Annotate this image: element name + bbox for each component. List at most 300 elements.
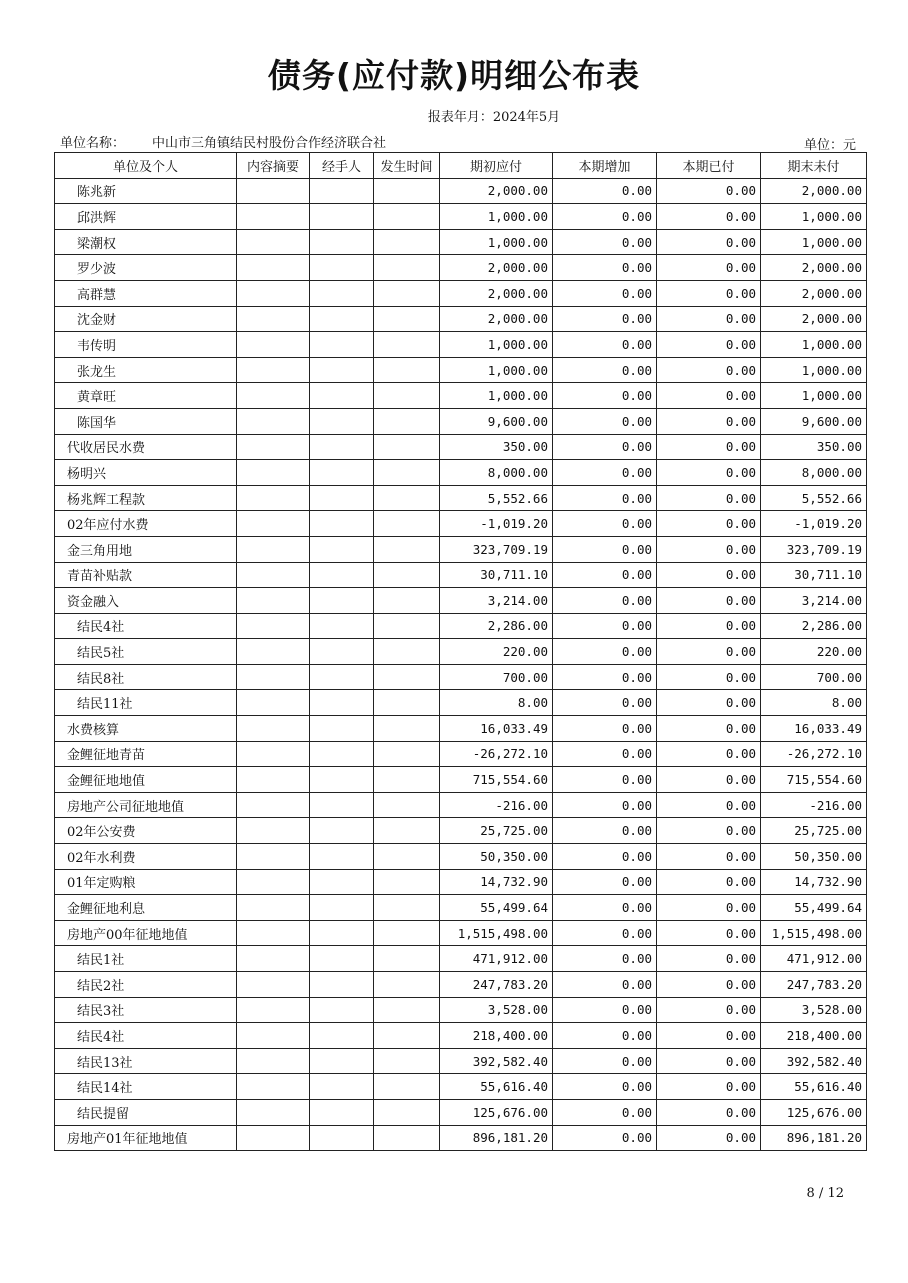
summary-cell	[237, 408, 310, 434]
paid-cell: 0.00	[657, 332, 761, 358]
opening-cell: 323,709.19	[440, 536, 553, 562]
opening-cell: 3,214.00	[440, 588, 553, 614]
summary-cell	[237, 997, 310, 1023]
date-cell	[374, 460, 440, 486]
paid-cell: 0.00	[657, 408, 761, 434]
name-cell: 韦传明	[55, 332, 237, 358]
date-cell	[374, 434, 440, 460]
increase-cell: 0.00	[553, 588, 657, 614]
name-cell: 金鲤征地地值	[55, 767, 237, 793]
summary-cell	[237, 280, 310, 306]
paid-cell: 0.00	[657, 818, 761, 844]
opening-cell: -1,019.20	[440, 511, 553, 537]
closing-cell: 700.00	[761, 664, 867, 690]
name-cell: 梁潮权	[55, 229, 237, 255]
name-cell: 02年水利费	[55, 844, 237, 870]
header-increase: 本期增加	[553, 153, 657, 179]
table-row	[55, 460, 867, 486]
date-cell	[374, 408, 440, 434]
handler-cell	[310, 792, 374, 818]
increase-cell: 0.00	[553, 664, 657, 690]
paid-cell: 0.00	[657, 178, 761, 204]
increase-cell: 0.00	[553, 562, 657, 588]
date-cell	[374, 306, 440, 332]
handler-cell	[310, 229, 374, 255]
table-row	[55, 767, 867, 793]
increase-cell: 0.00	[553, 280, 657, 306]
closing-cell: 247,783.20	[761, 972, 867, 998]
debt-detail-table	[54, 152, 867, 1151]
opening-cell: 700.00	[440, 664, 553, 690]
handler-cell	[310, 255, 374, 281]
name-cell: 罗少波	[55, 255, 237, 281]
paid-cell: 0.00	[657, 485, 761, 511]
closing-cell: 16,033.49	[761, 716, 867, 742]
closing-cell: 8,000.00	[761, 460, 867, 486]
increase-cell: 0.00	[553, 639, 657, 665]
handler-cell	[310, 664, 374, 690]
name-cell: 结民4社	[55, 613, 237, 639]
increase-cell: 0.00	[553, 1099, 657, 1125]
opening-cell: 350.00	[440, 434, 553, 460]
summary-cell	[237, 920, 310, 946]
opening-cell: 1,000.00	[440, 332, 553, 358]
name-cell: 01年定购粮	[55, 869, 237, 895]
summary-cell	[237, 306, 310, 332]
closing-cell: 1,000.00	[761, 357, 867, 383]
date-cell	[374, 511, 440, 537]
closing-cell: 55,616.40	[761, 1074, 867, 1100]
opening-cell: 14,732.90	[440, 869, 553, 895]
summary-cell	[237, 1048, 310, 1074]
table-row	[55, 895, 867, 921]
opening-cell: 2,000.00	[440, 255, 553, 281]
table-row	[55, 792, 867, 818]
closing-cell: 715,554.60	[761, 767, 867, 793]
opening-cell: 55,616.40	[440, 1074, 553, 1100]
name-cell: 结民1社	[55, 946, 237, 972]
date-cell	[374, 664, 440, 690]
increase-cell: 0.00	[553, 844, 657, 870]
date-cell	[374, 818, 440, 844]
opening-cell: 2,000.00	[440, 178, 553, 204]
increase-cell: 0.00	[553, 536, 657, 562]
increase-cell: 0.00	[553, 485, 657, 511]
unit-name-label: 单位名称：	[60, 136, 126, 151]
closing-cell: 55,499.64	[761, 895, 867, 921]
paid-cell: 0.00	[657, 997, 761, 1023]
summary-cell	[237, 972, 310, 998]
date-cell	[374, 485, 440, 511]
handler-cell	[310, 920, 374, 946]
paid-cell: 0.00	[657, 716, 761, 742]
increase-cell: 0.00	[553, 255, 657, 281]
table-row	[55, 536, 867, 562]
increase-cell: 0.00	[553, 383, 657, 409]
increase-cell: 0.00	[553, 357, 657, 383]
table-row	[55, 1099, 867, 1125]
paid-cell: 0.00	[657, 383, 761, 409]
opening-cell: 715,554.60	[440, 767, 553, 793]
increase-cell: 0.00	[553, 895, 657, 921]
summary-cell	[237, 332, 310, 358]
increase-cell: 0.00	[553, 511, 657, 537]
opening-cell: 125,676.00	[440, 1099, 553, 1125]
paid-cell: 0.00	[657, 690, 761, 716]
table-row	[55, 434, 867, 460]
summary-cell	[237, 716, 310, 742]
opening-cell: 25,725.00	[440, 818, 553, 844]
closing-cell: 471,912.00	[761, 946, 867, 972]
opening-cell: 50,350.00	[440, 844, 553, 870]
increase-cell: 0.00	[553, 716, 657, 742]
table-row	[55, 485, 867, 511]
date-cell	[374, 767, 440, 793]
table-row	[55, 1048, 867, 1074]
date-cell	[374, 613, 440, 639]
name-cell: 邱洪辉	[55, 204, 237, 230]
name-cell: 02年应付水费	[55, 511, 237, 537]
name-cell: 结民4社	[55, 1023, 237, 1049]
paid-cell: 0.00	[657, 664, 761, 690]
date-cell	[374, 972, 440, 998]
table-row	[55, 741, 867, 767]
name-cell: 资金融入	[55, 588, 237, 614]
closing-cell: 1,000.00	[761, 204, 867, 230]
report-period: 报表年月：2024年5月	[427, 110, 561, 125]
table-header-row	[55, 153, 867, 179]
paid-cell: 0.00	[657, 972, 761, 998]
increase-cell: 0.00	[553, 204, 657, 230]
date-cell	[374, 869, 440, 895]
paid-cell: 0.00	[657, 639, 761, 665]
summary-cell	[237, 255, 310, 281]
paid-cell: 0.00	[657, 920, 761, 946]
table-row	[55, 869, 867, 895]
opening-cell: 30,711.10	[440, 562, 553, 588]
name-cell: 金鲤征地青苗	[55, 741, 237, 767]
paid-cell: 0.00	[657, 562, 761, 588]
summary-cell	[237, 690, 310, 716]
closing-cell: 2,000.00	[761, 306, 867, 332]
increase-cell: 0.00	[553, 434, 657, 460]
paid-cell: 0.00	[657, 306, 761, 332]
summary-cell	[237, 204, 310, 230]
summary-cell	[237, 844, 310, 870]
table-row	[55, 383, 867, 409]
closing-cell: 3,214.00	[761, 588, 867, 614]
name-cell: 杨明兴	[55, 460, 237, 486]
closing-cell: 220.00	[761, 639, 867, 665]
table-row	[55, 562, 867, 588]
closing-cell: 8.00	[761, 690, 867, 716]
summary-cell	[237, 664, 310, 690]
closing-cell: 392,582.40	[761, 1048, 867, 1074]
closing-cell: 1,000.00	[761, 332, 867, 358]
paid-cell: 0.00	[657, 460, 761, 486]
closing-cell: 9,600.00	[761, 408, 867, 434]
date-cell	[374, 383, 440, 409]
handler-cell	[310, 1074, 374, 1100]
handler-cell	[310, 178, 374, 204]
header-paid: 本期已付	[657, 153, 761, 179]
handler-cell	[310, 332, 374, 358]
opening-cell: 471,912.00	[440, 946, 553, 972]
table-row	[55, 1023, 867, 1049]
table-row	[55, 306, 867, 332]
name-cell: 陈兆新	[55, 178, 237, 204]
paid-cell: 0.00	[657, 1125, 761, 1151]
name-cell: 结民3社	[55, 997, 237, 1023]
summary-cell	[237, 588, 310, 614]
name-cell: 陈国华	[55, 408, 237, 434]
handler-cell	[310, 1125, 374, 1151]
header-handler: 经手人	[310, 153, 374, 179]
name-cell: 房地产公司征地地值	[55, 792, 237, 818]
handler-cell	[310, 844, 374, 870]
handler-cell	[310, 306, 374, 332]
summary-cell	[237, 869, 310, 895]
date-cell	[374, 792, 440, 818]
closing-cell: 14,732.90	[761, 869, 867, 895]
closing-cell: -216.00	[761, 792, 867, 818]
date-cell	[374, 536, 440, 562]
table-row	[55, 844, 867, 870]
summary-cell	[237, 818, 310, 844]
handler-cell	[310, 972, 374, 998]
table-row	[55, 1125, 867, 1151]
increase-cell: 0.00	[553, 946, 657, 972]
table-row	[55, 280, 867, 306]
table-row	[55, 255, 867, 281]
closing-cell: 25,725.00	[761, 818, 867, 844]
closing-cell: 50,350.00	[761, 844, 867, 870]
table-row	[55, 204, 867, 230]
handler-cell	[310, 357, 374, 383]
paid-cell: 0.00	[657, 511, 761, 537]
name-cell: 结民13社	[55, 1048, 237, 1074]
paid-cell: 0.00	[657, 536, 761, 562]
unit-name-value: 中山市三角镇结民村股份合作经济联合社	[152, 136, 387, 151]
currency-unit: 单位：元	[803, 138, 856, 153]
summary-cell	[237, 511, 310, 537]
name-cell: 房地产00年征地地值	[55, 920, 237, 946]
date-cell	[374, 895, 440, 921]
handler-cell	[310, 613, 374, 639]
paid-cell: 0.00	[657, 895, 761, 921]
page-number: 8 / 12	[806, 1186, 844, 1201]
handler-cell	[310, 588, 374, 614]
summary-cell	[237, 434, 310, 460]
increase-cell: 0.00	[553, 332, 657, 358]
handler-cell	[310, 485, 374, 511]
name-cell: 结民8社	[55, 664, 237, 690]
date-cell	[374, 1099, 440, 1125]
handler-cell	[310, 741, 374, 767]
date-cell	[374, 357, 440, 383]
opening-cell: 55,499.64	[440, 895, 553, 921]
opening-cell: 896,181.20	[440, 1125, 553, 1151]
name-cell: 结民5社	[55, 639, 237, 665]
closing-cell: 125,676.00	[761, 1099, 867, 1125]
date-cell	[374, 562, 440, 588]
paid-cell: 0.00	[657, 613, 761, 639]
handler-cell	[310, 1099, 374, 1125]
name-cell: 杨兆辉工程款	[55, 485, 237, 511]
handler-cell	[310, 536, 374, 562]
closing-cell: 896,181.20	[761, 1125, 867, 1151]
handler-cell	[310, 767, 374, 793]
date-cell	[374, 997, 440, 1023]
summary-cell	[237, 536, 310, 562]
handler-cell	[310, 997, 374, 1023]
summary-cell	[237, 741, 310, 767]
handler-cell	[310, 946, 374, 972]
opening-cell: 9,600.00	[440, 408, 553, 434]
paid-cell: 0.00	[657, 1099, 761, 1125]
header-summary: 内容摘要	[237, 153, 310, 179]
paid-cell: 0.00	[657, 229, 761, 255]
handler-cell	[310, 1048, 374, 1074]
summary-cell	[237, 1125, 310, 1151]
date-cell	[374, 716, 440, 742]
increase-cell: 0.00	[553, 613, 657, 639]
date-cell	[374, 1048, 440, 1074]
increase-cell: 0.00	[553, 920, 657, 946]
increase-cell: 0.00	[553, 178, 657, 204]
table-row	[55, 716, 867, 742]
table-row	[55, 1074, 867, 1100]
increase-cell: 0.00	[553, 408, 657, 434]
paid-cell: 0.00	[657, 767, 761, 793]
opening-cell: 220.00	[440, 639, 553, 665]
closing-cell: 2,000.00	[761, 280, 867, 306]
opening-cell: 392,582.40	[440, 1048, 553, 1074]
handler-cell	[310, 716, 374, 742]
paid-cell: 0.00	[657, 434, 761, 460]
page-title: 债务(应付款)明细公布表	[267, 56, 641, 95]
unit-name-line	[60, 132, 386, 151]
opening-cell: -216.00	[440, 792, 553, 818]
table-row	[55, 997, 867, 1023]
closing-cell: 5,552.66	[761, 485, 867, 511]
summary-cell	[237, 460, 310, 486]
paid-cell: 0.00	[657, 1023, 761, 1049]
increase-cell: 0.00	[553, 690, 657, 716]
table-row	[55, 946, 867, 972]
closing-cell: 3,528.00	[761, 997, 867, 1023]
increase-cell: 0.00	[553, 1074, 657, 1100]
handler-cell	[310, 460, 374, 486]
closing-cell: 2,286.00	[761, 613, 867, 639]
paid-cell: 0.00	[657, 1048, 761, 1074]
closing-cell: -26,272.10	[761, 741, 867, 767]
handler-cell	[310, 562, 374, 588]
handler-cell	[310, 280, 374, 306]
summary-cell	[237, 792, 310, 818]
opening-cell: 1,515,498.00	[440, 920, 553, 946]
date-cell	[374, 178, 440, 204]
opening-cell: 16,033.49	[440, 716, 553, 742]
increase-cell: 0.00	[553, 869, 657, 895]
table-row	[55, 588, 867, 614]
table-row	[55, 408, 867, 434]
opening-cell: 2,000.00	[440, 306, 553, 332]
name-cell: 沈金财	[55, 306, 237, 332]
paid-cell: 0.00	[657, 741, 761, 767]
summary-cell	[237, 383, 310, 409]
name-cell: 结民14社	[55, 1074, 237, 1100]
closing-cell: 2,000.00	[761, 178, 867, 204]
name-cell: 02年公安费	[55, 818, 237, 844]
name-cell: 房地产01年征地地值	[55, 1125, 237, 1151]
opening-cell: 5,552.66	[440, 485, 553, 511]
date-cell	[374, 280, 440, 306]
date-cell	[374, 204, 440, 230]
opening-cell: 3,528.00	[440, 997, 553, 1023]
table-row	[55, 357, 867, 383]
handler-cell	[310, 383, 374, 409]
handler-cell	[310, 408, 374, 434]
date-cell	[374, 844, 440, 870]
opening-cell: -26,272.10	[440, 741, 553, 767]
date-cell	[374, 588, 440, 614]
table-row	[55, 613, 867, 639]
paid-cell: 0.00	[657, 1074, 761, 1100]
summary-cell	[237, 562, 310, 588]
closing-cell: 218,400.00	[761, 1023, 867, 1049]
handler-cell	[310, 818, 374, 844]
summary-cell	[237, 895, 310, 921]
handler-cell	[310, 869, 374, 895]
closing-cell: 1,000.00	[761, 383, 867, 409]
closing-cell: 1,000.00	[761, 229, 867, 255]
summary-cell	[237, 357, 310, 383]
date-cell	[374, 690, 440, 716]
date-cell	[374, 1125, 440, 1151]
opening-cell: 1,000.00	[440, 383, 553, 409]
summary-cell	[237, 178, 310, 204]
increase-cell: 0.00	[553, 741, 657, 767]
paid-cell: 0.00	[657, 204, 761, 230]
closing-cell: 30,711.10	[761, 562, 867, 588]
table-row	[55, 972, 867, 998]
summary-cell	[237, 946, 310, 972]
name-cell: 黄章旺	[55, 383, 237, 409]
increase-cell: 0.00	[553, 1125, 657, 1151]
increase-cell: 0.00	[553, 767, 657, 793]
closing-cell: 323,709.19	[761, 536, 867, 562]
date-cell	[374, 229, 440, 255]
closing-cell: 1,515,498.00	[761, 920, 867, 946]
handler-cell	[310, 511, 374, 537]
handler-cell	[310, 1023, 374, 1049]
table-row	[55, 332, 867, 358]
name-cell: 代收居民水费	[55, 434, 237, 460]
handler-cell	[310, 895, 374, 921]
increase-cell: 0.00	[553, 1048, 657, 1074]
date-cell	[374, 1074, 440, 1100]
summary-cell	[237, 767, 310, 793]
table-row	[55, 639, 867, 665]
table-row	[55, 229, 867, 255]
date-cell	[374, 255, 440, 281]
name-cell: 高群慧	[55, 280, 237, 306]
increase-cell: 0.00	[553, 997, 657, 1023]
closing-cell: -1,019.20	[761, 511, 867, 537]
summary-cell	[237, 1099, 310, 1125]
summary-cell	[237, 1074, 310, 1100]
